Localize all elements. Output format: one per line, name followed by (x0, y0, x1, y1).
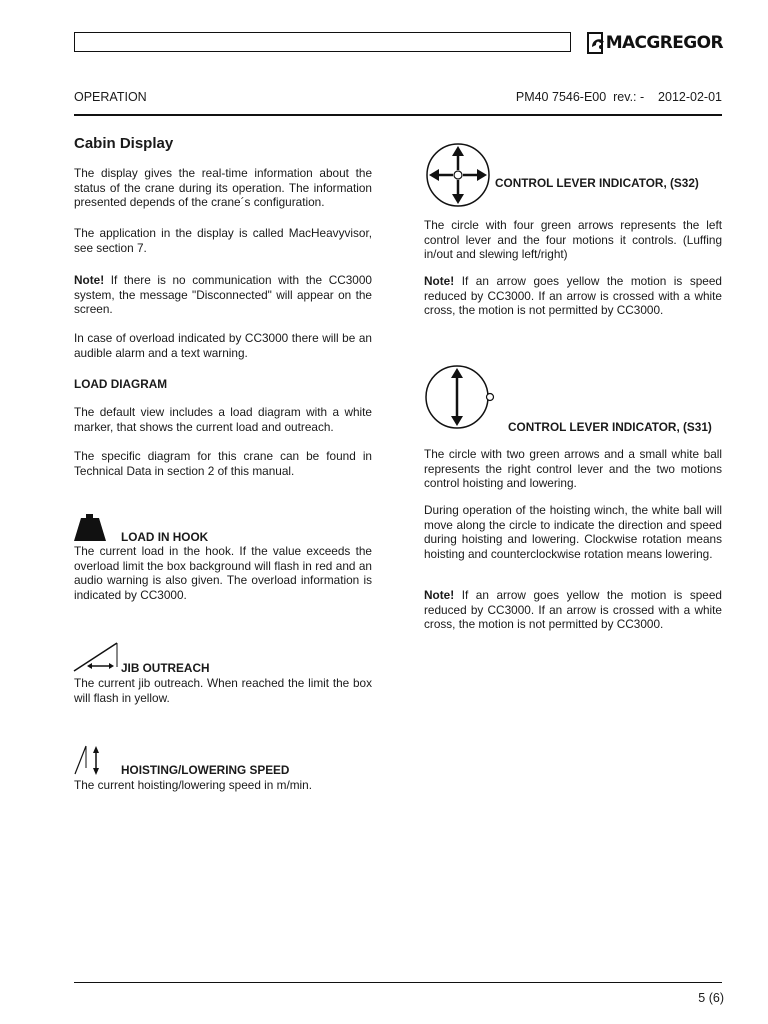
s32-note (424, 274, 722, 318)
s32-heading: CONTROL LEVER INDICATOR, (S32) (495, 176, 699, 190)
four-arrow-lever-icon (424, 142, 494, 208)
intro-paragraph: The display gives the real-time information about the status of the crane during its operation. The information presented depends of the crane´s configuration. (74, 166, 372, 210)
load-in-hook-text: The current load in the hook. If the value exceeds the overload limit the box background will flash in red and an audio warning is also given. The overload information is indicated by CC3000. (74, 544, 372, 602)
two-arrow-lever-icon (424, 365, 496, 431)
hoisting-text: The current hoisting/lowering speed in m/min. (74, 778, 313, 792)
document-reference: PM40 7546-E00 rev.: - 2012-02-01 (515, 90, 722, 104)
page-title: Cabin Display (74, 135, 174, 152)
s31-description: The circle with two green arrows and a small white ball represents the right control lever and the two motions control hoisting and lowering. (424, 447, 722, 491)
s31-heading: CONTROL LEVER INDICATOR, (S31) (508, 420, 712, 434)
load-diagram-paragraph: The default view includes a load diagram with a white marker, that shows the current load and outreach. (74, 405, 372, 434)
jib-outreach-text: The current jib outreach. When reached the limit the box will flash in yellow. (74, 676, 372, 705)
note-text: If an arrow goes yellow the motion is speed reduced by CC3000. If an arrow is crossed with a white cross, the motion is not permitted by CC3000. (424, 274, 722, 318)
page-number: 5 (6) (698, 991, 724, 1005)
section-label: OPERATION (74, 90, 147, 104)
note-label: Note! (424, 588, 455, 602)
note-text: If an arrow goes yellow the motion is speed reduced by CC3000. If an arrow is crossed with a white cross, the motion is not permitted by CC3000. (424, 588, 722, 632)
jib-outreach-icon (73, 641, 121, 673)
hoisting-speed-icon (73, 744, 107, 776)
macgregor-emblem-icon (587, 32, 603, 54)
overload-paragraph: In case of overload indicated by CC3000 there will be an audible alarm and a text warning. (74, 331, 372, 360)
note-label: Note! (424, 274, 455, 288)
header-title-box (74, 32, 571, 52)
macgregor-logo (587, 30, 723, 56)
application-paragraph: The application in the display is called MacHeavyvisor, see section 7. (74, 226, 372, 255)
hoisting-heading: HOISTING/LOWERING SPEED (121, 763, 290, 777)
s31-note (424, 588, 722, 632)
disconnected-note (74, 273, 372, 317)
note-text: If there is no communication with the CC3000 system, the message "Disconnected" will appear on the screen. (74, 273, 372, 317)
header-divider (74, 114, 722, 116)
load-in-hook-heading: LOAD IN HOOK (121, 530, 209, 544)
load-weight-icon (73, 514, 107, 542)
note-label: Note! (74, 273, 105, 287)
specific-diagram-paragraph: The specific diagram for this crane can be found in Technical Data in section 2 of this manual. (74, 449, 372, 478)
load-diagram-heading: LOAD DIAGRAM (74, 377, 168, 391)
s32-description: The circle with four green arrows represents the left control lever and the four motions it controls. (Luffing in/out and slewing left/right) (424, 218, 722, 262)
footer-divider (74, 982, 722, 983)
brand-name: MACGREGOR (605, 33, 723, 53)
s31-operation-paragraph: During operation of the hoisting winch, the white ball will move along the circle to indicate the direction and speed during hoisting and lowering. Clockwise rotation means hoisting and counterclockwise rotation means lowering. (424, 503, 722, 561)
jib-outreach-heading: JIB OUTREACH (121, 661, 210, 675)
